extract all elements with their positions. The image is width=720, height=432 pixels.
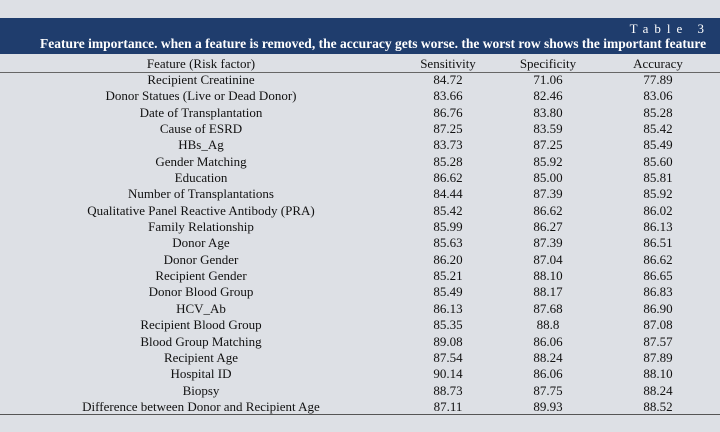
sensitivity-cell: 85.21 — [433, 268, 463, 284]
table-row — [0, 301, 720, 317]
specificity-cell: 87.39 — [533, 186, 563, 202]
accuracy-cell: 87.08 — [643, 317, 673, 333]
sensitivity-cell: 87.25 — [433, 121, 463, 137]
specificity-cell: 85.00 — [533, 170, 563, 186]
accuracy-cell: 86.83 — [643, 284, 673, 300]
accuracy-cell: 87.89 — [643, 349, 673, 365]
feature-cell: Gender Matching — [155, 153, 247, 169]
table-row — [0, 317, 720, 333]
accuracy-cell: 85.60 — [643, 153, 673, 169]
sensitivity-cell: 85.28 — [433, 153, 463, 169]
table-caption: Feature importance. when a feature is removed, the accuracy gets worse. the worst row shows the important feature — [40, 36, 707, 51]
table-row — [0, 121, 720, 137]
feature-cell: Biopsy — [182, 382, 220, 398]
sensitivity-cell: 85.42 — [433, 202, 463, 218]
sensitivity-cell: 84.72 — [433, 72, 463, 87]
column-header-feature: Feature (Risk factor) — [146, 56, 256, 71]
column-header-sensitivity: Sensitivity — [420, 56, 476, 71]
feature-cell: Blood Group Matching — [140, 333, 262, 349]
specificity-cell: 87.68 — [533, 300, 563, 316]
sensitivity-cell: 83.66 — [433, 88, 463, 104]
table-row — [0, 235, 720, 251]
table-row — [0, 105, 720, 121]
accuracy-cell: 85.92 — [643, 186, 673, 202]
feature-cell: Cause of ESRD — [159, 121, 243, 137]
feature-cell: Donor Blood Group — [148, 284, 254, 300]
accuracy-cell: 77.89 — [643, 72, 673, 87]
feature-cell: Recipient Age — [163, 349, 238, 365]
feature-cell: Difference between Donor and Recipient Age — [82, 398, 320, 414]
column-header-accuracy: Accuracy — [633, 56, 683, 71]
specificity-cell: 87.25 — [533, 137, 563, 153]
table-row — [0, 154, 720, 170]
table-row — [0, 399, 720, 415]
accuracy-cell: 85.81 — [643, 170, 673, 186]
specificity-cell: 88.24 — [533, 349, 563, 365]
feature-cell: Recipient Blood Group — [140, 317, 262, 333]
accuracy-cell: 86.65 — [643, 268, 673, 284]
accuracy-cell: 85.42 — [643, 121, 673, 137]
specificity-cell: 86.06 — [533, 333, 563, 349]
table-row — [0, 219, 720, 235]
feature-cell: Hospital ID — [170, 366, 232, 382]
accuracy-cell: 86.13 — [643, 219, 673, 235]
feature-cell: Education — [174, 170, 228, 186]
table-row — [0, 186, 720, 202]
table-row — [0, 88, 720, 104]
accuracy-cell: 85.28 — [643, 104, 673, 120]
specificity-cell: 86.27 — [533, 219, 563, 235]
accuracy-cell: 88.24 — [643, 382, 673, 398]
accuracy-cell: 86.51 — [643, 235, 673, 251]
specificity-cell: 86.06 — [533, 366, 563, 382]
specificity-cell: 88.17 — [533, 284, 563, 300]
sensitivity-cell: 85.99 — [433, 219, 463, 235]
feature-cell: Recipient Creatinine — [147, 72, 255, 87]
table-row — [0, 170, 720, 186]
feature-cell: Donor Age — [172, 235, 230, 251]
sensitivity-cell: 90.14 — [433, 366, 463, 382]
table-row — [0, 284, 720, 300]
feature-cell: Donor Gender — [163, 251, 239, 267]
feature-cell: Recipient Gender — [155, 268, 247, 284]
accuracy-cell: 86.90 — [643, 300, 673, 316]
table-header-band — [0, 18, 720, 54]
sensitivity-cell: 89.08 — [433, 333, 463, 349]
feature-cell: HBs_Ag — [178, 137, 224, 153]
sensitivity-cell: 85.63 — [433, 235, 463, 251]
table-bottom-rule — [0, 414, 720, 415]
sensitivity-cell: 86.13 — [433, 300, 463, 316]
feature-cell: Date of Transplantation — [139, 104, 263, 120]
sensitivity-cell: 84.44 — [433, 186, 463, 202]
specificity-cell: 71.06 — [533, 72, 563, 87]
specificity-cell: 89.93 — [533, 398, 563, 414]
specificity-cell: 86.62 — [533, 202, 563, 218]
sensitivity-cell: 83.73 — [433, 137, 463, 153]
specificity-cell: 87.04 — [533, 251, 563, 267]
accuracy-cell: 88.10 — [643, 366, 673, 382]
feature-cell: HCV_Ab — [176, 300, 226, 316]
table-row — [0, 137, 720, 153]
table-row — [0, 203, 720, 219]
specificity-cell: 88.10 — [533, 268, 563, 284]
specificity-cell: 88.8 — [536, 317, 560, 333]
feature-cell: Donor Statues (Live or Dead Donor) — [105, 88, 297, 104]
sensitivity-cell: 87.54 — [433, 349, 463, 365]
specificity-cell: 87.75 — [533, 382, 563, 398]
column-header-specificity: Specificity — [519, 56, 577, 71]
accuracy-cell: 85.49 — [643, 137, 673, 153]
feature-cell: Family Relationship — [148, 219, 254, 235]
sensitivity-cell: 87.11 — [433, 398, 463, 414]
accuracy-cell: 86.62 — [643, 251, 673, 267]
accuracy-cell: 88.52 — [643, 398, 673, 414]
table-row — [0, 268, 720, 284]
sensitivity-cell: 88.73 — [433, 382, 463, 398]
specificity-cell: 82.46 — [533, 88, 563, 104]
specificity-cell: 87.39 — [533, 235, 563, 251]
feature-cell: Number of Transplantations — [128, 186, 274, 202]
sensitivity-cell: 85.35 — [433, 317, 463, 333]
column-header-row — [0, 56, 720, 73]
sensitivity-cell: 86.62 — [433, 170, 463, 186]
table-row — [0, 383, 720, 399]
accuracy-cell: 87.57 — [643, 333, 673, 349]
table-row — [0, 72, 720, 88]
table-label: Table 3 — [629, 21, 710, 36]
accuracy-cell: 83.06 — [643, 88, 673, 104]
table-row — [0, 334, 720, 350]
feature-cell: Qualitative Panel Reactive Antibody (PRA) — [87, 202, 315, 218]
table-row — [0, 252, 720, 268]
accuracy-cell: 86.02 — [643, 202, 673, 218]
specificity-cell: 85.92 — [533, 153, 563, 169]
specificity-cell: 83.59 — [533, 121, 563, 137]
sensitivity-cell: 86.76 — [433, 104, 463, 120]
table-row — [0, 366, 720, 382]
table-body — [0, 72, 720, 415]
table-row — [0, 350, 720, 366]
sensitivity-cell: 85.49 — [433, 284, 463, 300]
specificity-cell: 83.80 — [533, 104, 563, 120]
sensitivity-cell: 86.20 — [433, 251, 463, 267]
